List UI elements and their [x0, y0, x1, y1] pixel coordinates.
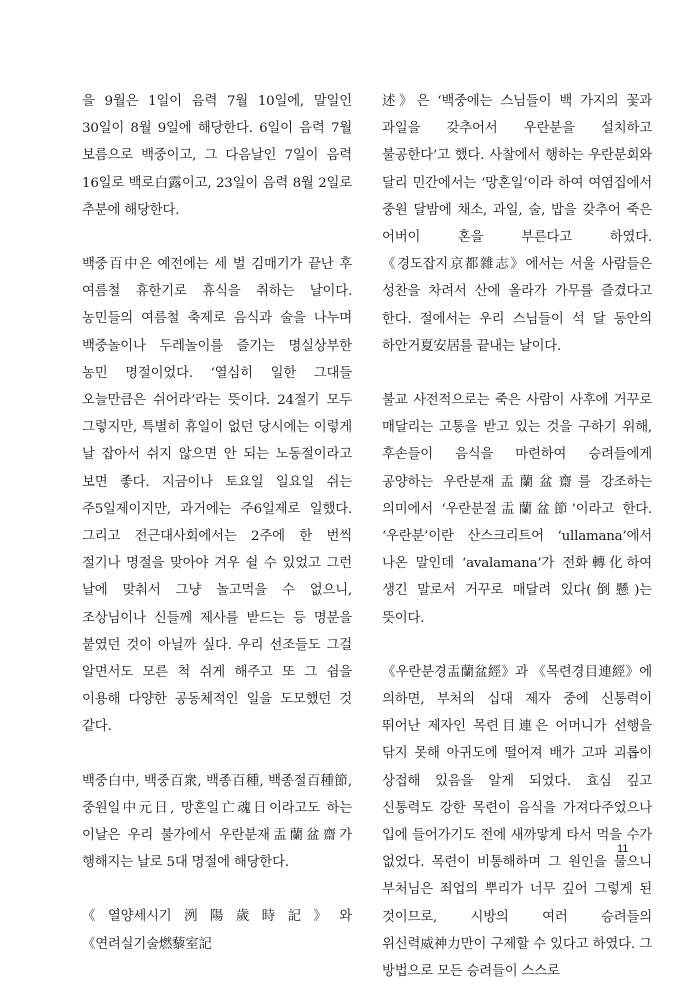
body-paragraph-2: 백중百中은 예전에는 세 벌 김매기가 끝난 후 여름철 휴한기로 휴식을 취하는 날이다. 농민들의 여름철 축제로 음식과 술을 나누며 백중놀이나 두레놀이를 즐기는 명실상부한 농민 명절이었다. ‘열심히 일한 그대들 오늘만큼은 쉬어라’라는 뜻이다. 24절기 모두 그렇지만, 특별히 휴일이 없던 당시에는 이렇게 날 잡아서 쉬지 않으면 안 되는 노동절이라고 보면 좋다. 지금이나 토요일 일요일 쉬는 주5일제이지만, 과거에는 주6일제로 일했다. 그리고 전근대사회에서는 2주에 한 번씩 절기나 명절을 맞아야 겨우 쉴 수 있었고 그런 날에 맞춰서 그냥 놀고먹을 수 없으니, 조상님이나 신들께 제사를 받드는 등 명분을 붙였던 것이 아닐까 싶다. 우리 선조들도 그걸 알면서도 모른 척 쉬게 해주고 또 그 쉼을 이용해 다양한 공동체적인 일을 도모했던 것 같다.: [82, 257, 352, 735]
paragraph-gap: [82, 741, 352, 768]
page-number: 11: [617, 843, 629, 855]
paragraph-gap: [82, 876, 352, 903]
right-column: [382, 88, 652, 985]
left-column: [82, 88, 352, 958]
body-paragraph-3: 백중白中, 백중百衆, 백종百種, 백종절百種節, 중원일中元日, 망혼일亡魂日이라고도 하는 이날은 우리 불가에서 우란분재盂蘭盆齋가 행해지는 날로 5대 명절에 해당한다.: [82, 773, 352, 871]
body-paragraph-1: 을 9월은 1일이 음력 7월 10일에, 말일인 30일이 8월 9일에 해당한다. 6일이 음력 7월 보름으로 백중이고, 그 다음날인 7일이 음력 16일로 백로白露이고, 23일이 음력 8월 2일로 추분에 해당한다.: [82, 94, 352, 218]
body-paragraph-7: 《우란분경盂蘭盆經》과 《목련경目連經》에 의하면, 부처의 십대 제자 중에 신통력이 뛰어난 제자인 목련目連은 어머니가 선행을 닦지 못해 아귀도에 떨어져 배가 고파 괴롭이 상접해 있음을 알게 되었다. 효심 깊고 신통력도 강한 목련이 음식을 가져다주었으나 입에 들어가기도 전에 새까맣게 타서 먹을 수가 없었다. 목련이 비통해하며 그 원인을 물으니 부처님은 죄업의 뿌리가 너무 깊어 그렇게 된 것이므로, 시방의 여러 승려들의 위신력威神力만이 구제할 수 있다고 하였다. 그 방법으로 모든 승려들이 스스로: [382, 664, 652, 980]
body-paragraph-6: 불교 사전적으로는 죽은 사람이 사후에 거꾸로 매달리는 고통을 받고 있는 것을 구하기 위해, 후손들이 음식을 마련하여 승려들에게 공양하는 우란분재盂蘭盆齋를 강조하는 의미에서 ‘우란분절盂蘭盆節’이라고 한다. ‘우란분’이란 산스크리트어 ‘ullamana’에서 나온 말인데 ‘avalamana’가 전화轉化하여 생긴 말로서 거꾸로 매달려 있다(倒懸)는 뜻이다.: [382, 393, 652, 626]
body-paragraph-4: 《열양세시기洌陽歲時記》와 《연려실기술燃藜室記: [82, 909, 352, 952]
paragraph-gap: [382, 360, 652, 387]
body-paragraph-5: 述》은 ‘백중에는 스님들이 백 가지의 꽃과 과일을 갖추어서 우란분을 설치하고 불공한다’고 했다. 사찰에서 행하는 우란분회와 달리 민간에서는 ‘망혼일’이라 하여 여염집에서 중원 달밤에 채소, 과일, 술, 밥을 갖추어 죽은 어버이 혼을 부른다고 하였다. 《경도잡지京都雜志》에서는 서울 사람들은 성찬을 차려서 산에 올라가 가무를 즐겼다고 한다. 절에서는 우리 스님들이 석 달 동안의 하안거夏安居를 끝내는 날이다.: [382, 94, 652, 354]
paragraph-gap: [82, 224, 352, 251]
paragraph-gap: [382, 632, 652, 659]
